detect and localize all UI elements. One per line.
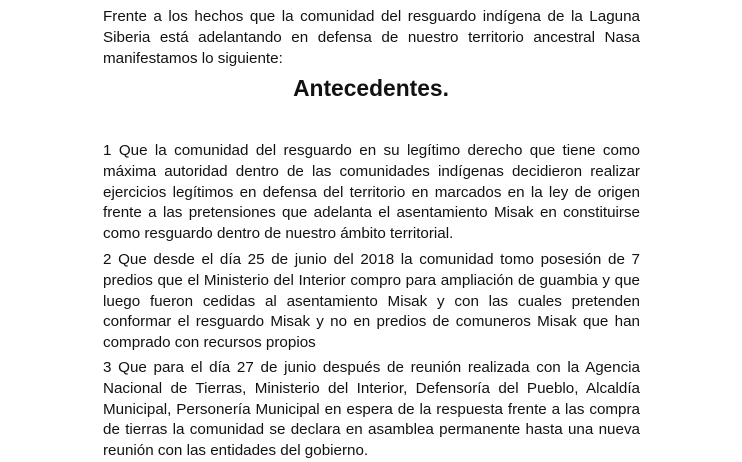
paragraph-3: 3 Que para el día 27 de junio después de reunión realizada con la Agencia Nacional de Tierras, Ministerio del Interior, Defensoría del Pueblo, Alcaldía Municipal, Personería Municipal en espera de la respuesta frente a las compra de tierras la comunidad se declara en asamblea permanente hasta una nueva reunión con las entidades del gobierno. [103,359,640,460]
paragraph-2: 2 Que desde el día 25 de junio del 2018 la comunidad tomo posesión de 7 predios que el Ministerio del Interior compro para ampliación de guambia y que luego fueron cedidas al asentamiento Misak y con las cuales pretenden conformar el resguardo Misak y no en predios de comuneros Misak que han comprado con recursos propios [103,251,640,352]
section-heading: Antecedentes. [293,75,449,101]
paragraph-1: 1 Que la comunidad del resguardo en su legítimo derecho que tiene como máxima autoridad dentro de las comunidades indígenas decidieron realizar ejercicios legítimos en defensa del territorio en marcados en la ley de origen frente a las pretensiones que adelanta el asentamiento Misak en constituirse como resguardo dentro de nuestro ámbito territorial. [103,142,640,243]
intro-paragraph: Frente a los hechos que la comunidad del resguardo indígena de la Laguna Siberia está adelantando en defensa de nuestro territorio ancestral Nasa manifestamos lo siguiente: [103,8,640,67]
